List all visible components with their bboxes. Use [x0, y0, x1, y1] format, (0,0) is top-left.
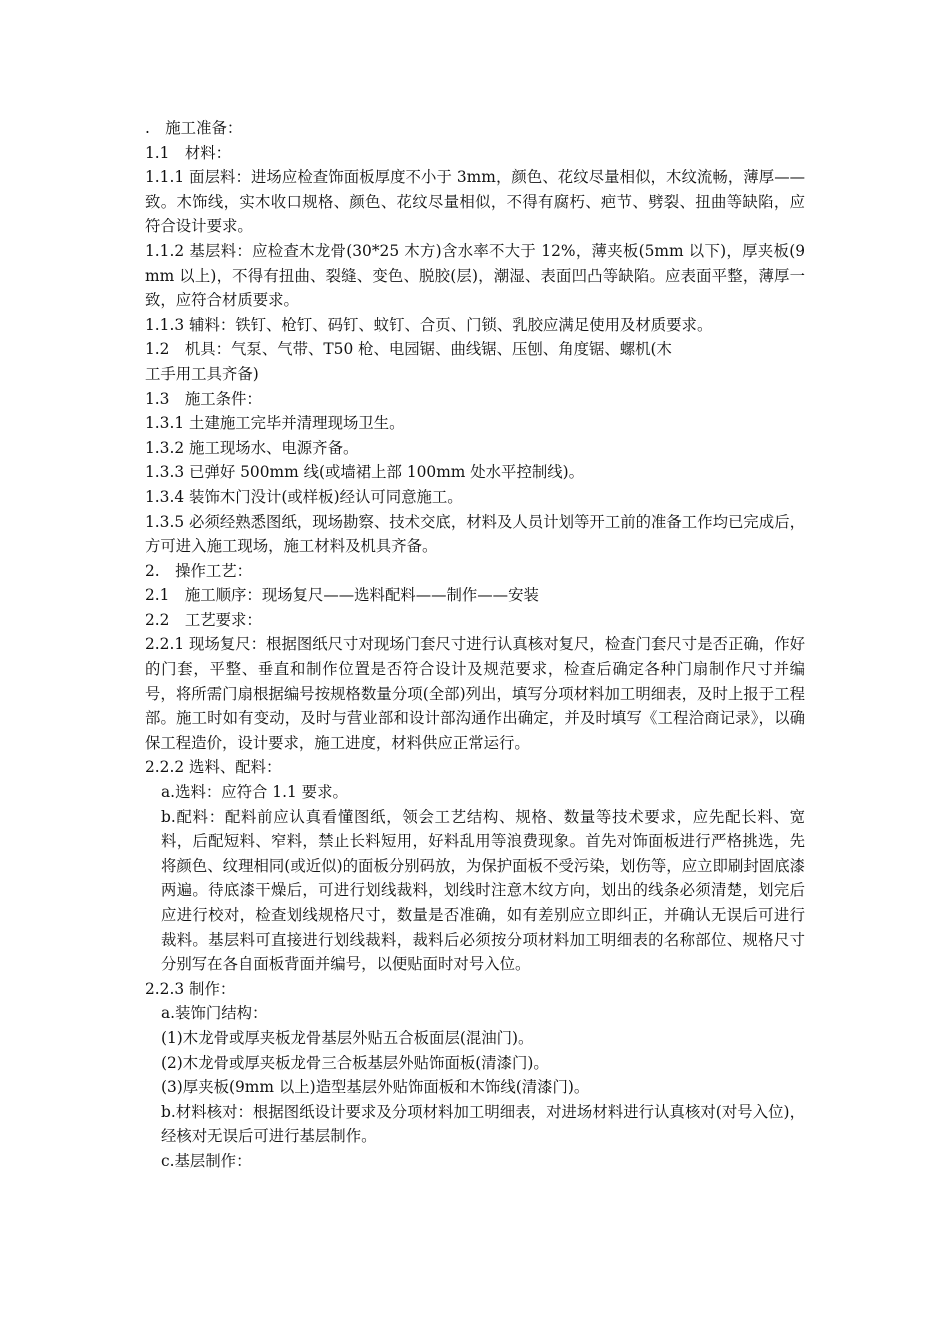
paragraph: 1.1.1 面层料：进场应检查饰面板厚度不小于 3mm，颜色、花纹尽量相似，木纹流畅，薄厚——致。木饰线，实木收口规格、颜色、花纹尽量相似，不得有腐朽、疤节、劈裂、扭曲等缺陷，应符合设计要求。	[145, 168, 805, 236]
subsection-heading: 2.2.3 制作：	[145, 979, 236, 998]
list-item: a.装饰门结构：	[161, 1004, 268, 1023]
list-item: b.材料核对：根据图纸设计要求及分项材料加工明细表，对进场材料进行认真核对(对号入位)，经核对无误后可进行基层制作。	[161, 1102, 805, 1146]
subsection-heading: 1.3 施工条件：	[145, 389, 262, 408]
paragraph: 1.1.3 辅料：铁钉、枪钉、码钉、蚊钉、合页、门锁、乳胶应满足使用及材质要求。	[145, 315, 713, 334]
paragraph: 1.3.4 装饰木门没计(或样板)经认可同意施工。	[145, 487, 463, 506]
paragraph: 1.3.1 土建施工完毕并清理现场卫生。	[145, 414, 405, 433]
document-body	[145, 116, 805, 1174]
list-item: (2)木龙骨或厚夹板龙骨三合板基层外贴饰面板(清漆门)。	[161, 1053, 549, 1072]
list-item: (3)厚夹板(9mm 以上)造型基层外贴饰面板和木饰线(清漆门)。	[161, 1078, 590, 1097]
paragraph: 1.3.2 施工现场水、电源齐备。	[145, 438, 359, 457]
subsection-heading: 2.2.2 选料、配料：	[145, 758, 282, 777]
paragraph: 1.3.5 必须经熟悉图纸，现场勘察、技术交底，材料及人员计划等开工前的准备工作均已完成后，方可进入施工现场，施工材料及机具齐备。	[145, 512, 805, 556]
subsection-heading: 1.1 材料：	[145, 143, 232, 162]
subsection-heading: 2.2 工艺要求：	[145, 610, 262, 629]
paragraph: 2.2.1 现场复尺：根据图纸尺寸对现场门套尺寸进行认真核对复尺，检查门套尺寸是否正确，作好的门套，平整、垂直和制作位置是否符合设计及规范要求，检查后确定各种门扇制作尺寸并编号，将所需门扇根据编号按规格数量分项(全部)列出，填写分项材料加工明细表，及时上报于工程部。施工时如有变动，及时与营业部和设计部沟通作出确定，并及时填写《工程洽商记录》，以确保工程造价，设计要求，施工进度，材料供应正常运行。	[145, 635, 805, 752]
list-item: (1)木龙骨或厚夹板龙骨基层外贴五合板面层(混油门)。	[161, 1028, 534, 1047]
paragraph: 1.3.3 已弹好 500mm 线(或墙裙上部 100mm 处水平控制线)。	[145, 463, 585, 482]
section-heading: 2. 操作工艺：	[145, 561, 253, 580]
paragraph: 工手用工具齐备)	[145, 364, 259, 383]
paragraph: 1.1.2 基层料：应检查木龙骨(30*25 木方)含水率不大于 12%，薄夹板(5mm 以下)，厚夹板(9mm 以上)，不得有扭曲、裂缝、变色、脱胶(层)，潮湿、表面凹凸等缺陷。应表面平整，薄厚一致，应符合材质要求。	[145, 241, 805, 310]
paragraph: 1.2 机具：气泵、气带、T50 枪、电园锯、曲线锯、压刨、角度锯、螺机(木	[145, 340, 672, 359]
list-item: a.选料：应符合 1.1 要求。	[161, 783, 348, 802]
list-item: c.基层制作：	[161, 1151, 252, 1170]
paragraph: 2.1 施工顺序：现场复尺——选料配料——制作——安装	[145, 586, 539, 605]
list-item: b.配料：配料前应认真看懂图纸，领会工艺结构、规格、数量等技术要求，应先配长料、宽料，后配短料、窄料，禁止长料短用，好料乱用等浪费现象。首先对饰面板进行严格挑选，先将颜色、纹理相同(或近似)的面板分别码放，为保护面板不受污染，划伤等，应立即刷封固底漆两遍。待底漆干燥后，可进行划线裁料，划线时注意木纹方向，划出的线条必须清楚，划完后应进行校对，检查划线规格尺寸，数量是否准确，如有差别应立即纠正，并确认无误后可进行裁料。基层料可直接进行划线裁料，裁料后必须按分项材料加工明细表的名称部位、规格尺寸分别写在各自面板背面并编号，以便贴面时对号入位。	[161, 807, 805, 974]
section-heading: . 施工准备：	[145, 119, 243, 137]
